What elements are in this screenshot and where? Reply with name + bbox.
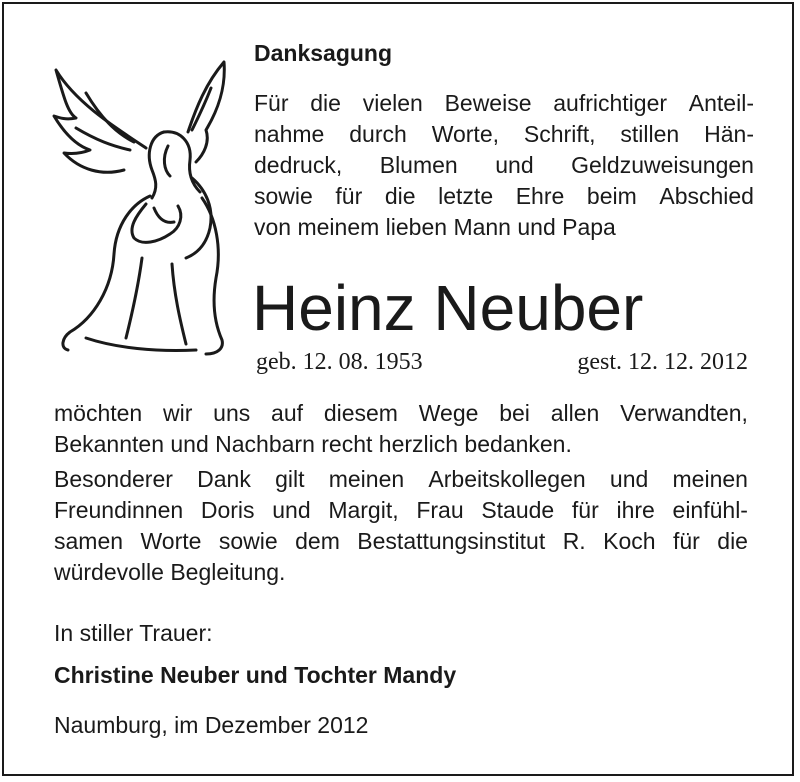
word: Abschied xyxy=(659,183,754,209)
word: aufrichtiger xyxy=(553,90,668,116)
word: dedruck, xyxy=(254,152,343,178)
word: Bestattungsinstitut xyxy=(357,528,546,554)
body-line xyxy=(54,398,748,429)
word: Worte xyxy=(140,528,202,554)
word: durch xyxy=(349,121,407,147)
word: allen xyxy=(550,400,600,426)
body-line xyxy=(54,526,748,557)
word: Geldzuweisungen xyxy=(571,152,754,178)
word: die xyxy=(310,90,341,116)
word: Beweise xyxy=(444,90,532,116)
word: sowie xyxy=(218,528,278,554)
word: Staude xyxy=(481,497,555,523)
intro-line xyxy=(254,181,754,212)
word: für xyxy=(571,497,599,523)
body-line xyxy=(54,495,748,526)
word: und xyxy=(272,497,311,523)
deceased-name: Heinz Neuber xyxy=(252,272,644,344)
life-dates xyxy=(256,349,748,376)
word: letzte xyxy=(438,183,494,209)
word: Blumen xyxy=(379,152,458,178)
closing-line: In stiller Trauer: xyxy=(54,620,213,646)
word: Wege xyxy=(418,400,479,426)
word: auf xyxy=(271,400,304,426)
word: Hän- xyxy=(704,121,754,147)
word: einfühl- xyxy=(672,497,748,523)
body-line xyxy=(54,464,748,495)
word: Anteil- xyxy=(688,90,754,116)
word: möchten xyxy=(54,400,143,426)
intro-line xyxy=(254,150,754,181)
word: Arbeitskollegen xyxy=(428,466,586,492)
word: stillen xyxy=(620,121,680,147)
word: samen xyxy=(54,528,124,554)
word: die xyxy=(717,528,748,554)
signer: Christine Neuber und Tochter Mandy xyxy=(54,662,457,688)
word: diesem xyxy=(323,400,398,426)
word: beim xyxy=(586,183,637,209)
word: Doris xyxy=(200,497,255,523)
intro-line xyxy=(254,88,754,119)
intro-text xyxy=(254,88,754,243)
word: Besonderer xyxy=(54,466,173,492)
birth-date: geb. 12. 08. 1953 xyxy=(256,349,423,375)
word: Schrift, xyxy=(523,121,596,147)
word: Für xyxy=(254,90,289,116)
intro-line: von meinem lieben Mann und Papa xyxy=(254,214,616,240)
word: uns xyxy=(213,400,251,426)
word: Freundinnen xyxy=(54,497,184,523)
word: und xyxy=(609,466,649,492)
word: und xyxy=(495,152,534,178)
word: bei xyxy=(499,400,530,426)
word: vielen xyxy=(362,90,423,116)
word: Verwandten, xyxy=(620,400,748,426)
body-line: Bekannten und Nachbarn recht herzlich bedanken. xyxy=(54,431,572,457)
word: gilt xyxy=(275,466,305,492)
word: Ehre xyxy=(515,183,565,209)
word: R. xyxy=(562,528,586,554)
word: die xyxy=(384,183,416,209)
word: meinen xyxy=(672,466,748,492)
intro-line xyxy=(254,119,754,150)
place-date: Naumburg, im Dezember 2012 xyxy=(54,712,369,738)
death-date: gest. 12. 12. 2012 xyxy=(577,349,748,375)
word: Frau xyxy=(416,497,464,523)
body-line: würdevolle Begleitung. xyxy=(54,559,286,585)
angel-icon xyxy=(46,58,236,358)
word: Dank xyxy=(197,466,251,492)
word: sowie xyxy=(254,183,313,209)
word: nahme xyxy=(254,121,325,147)
word: Worte, xyxy=(431,121,500,147)
word: Margit, xyxy=(328,497,399,523)
heading: Danksagung xyxy=(254,40,393,66)
word: für xyxy=(335,183,363,209)
word: dem xyxy=(295,528,340,554)
word: wir xyxy=(163,400,193,426)
word: Koch xyxy=(603,528,656,554)
thanks-text xyxy=(54,398,748,588)
word: meinen xyxy=(328,466,405,492)
word: für xyxy=(673,528,700,554)
word: ihre xyxy=(616,497,655,523)
